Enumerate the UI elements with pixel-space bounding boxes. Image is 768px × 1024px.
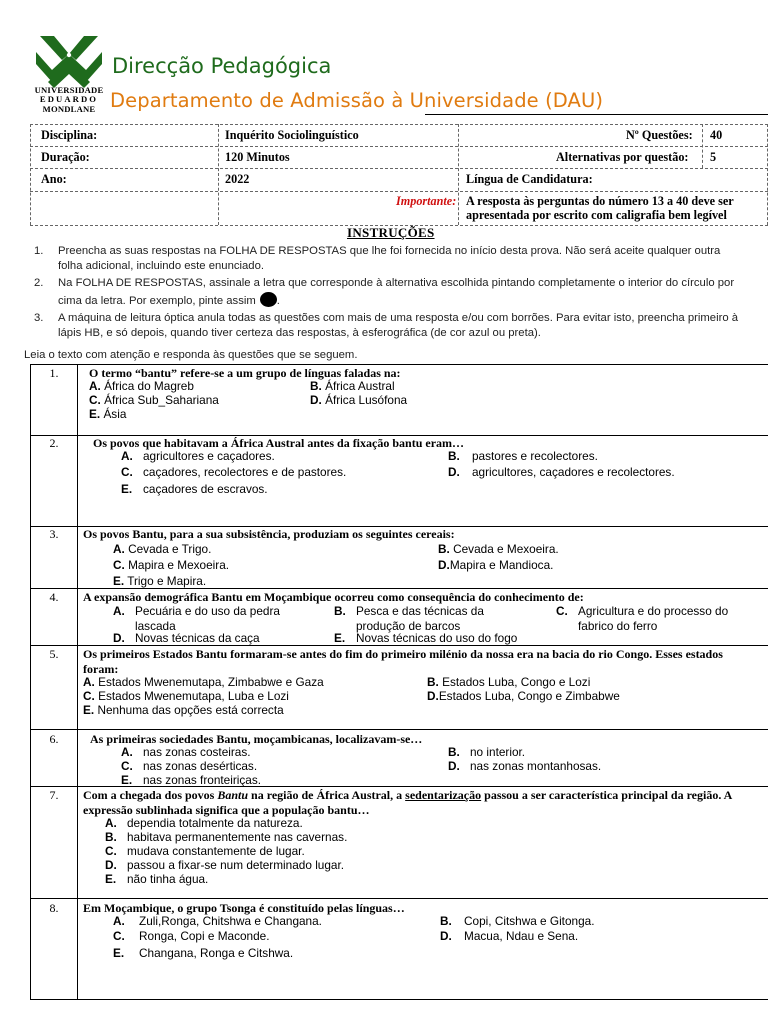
discipline-label: Disciplina: [41,128,98,142]
option-a: A. agricultores e caçadores. [121,449,275,463]
option-d: D. passou a fixar-se num determinado lugar. [105,858,345,872]
important-note: A resposta às perguntas do número 13 a 40 deve ser apresentada por escrito com caligrafia bem legível [466,194,734,222]
option-b: B. habitava permanentemente nas cavernas. [105,830,348,844]
discipline-value: Inquérito Sociolinguístico [225,128,359,142]
question-number: 1. [49,366,59,380]
option-e: E. caçadores de escravos. [121,482,268,496]
option-b: B. Estados Luba, Congo e Lozi [427,675,591,689]
header-divider [425,114,768,115]
question-number: 7. [49,788,59,802]
option-a: A. Estados Mwenemutapa, Zimbabwe e Gaza [83,675,324,689]
option-e: E. Trigo e Mapira. [113,574,207,588]
alternatives-label: Alternativas por questão: [556,150,689,164]
option-d: D. África Lusófona [310,393,408,407]
option-a: A. nas zonas costeiras. [121,745,251,759]
question-text: Os primeiros Estados Bantu formaram-se antes do fim do primeiro milénio da nossa era na bacia do rio Congo. Esses estados foram: [83,647,723,676]
instruction-item: 1. Preencha as suas respostas na FOLHA DE RESPOSTAS que lhe foi fornecida no início desta prova. Não será aceite qualquer outra folha adicional, incluindo este enunciado. [34,245,721,273]
option-d: D. Novas técnicas da caça [113,631,260,645]
instruction-item: 3. A máquina de leitura óptica anula todas as questões com mais de uma resposta e/ou com borrões. Para evitar isto, preencha primeiro à lápis HB, e só depois, quando tiver certeza das respostas, à esferográfica (de cor azul ou preta). [34,311,739,340]
option-d: D. nas zonas montanhosas. [448,759,602,773]
question-text: As primeiras sociedades Bantu, moçambicanas, localizavam-se… [90,732,423,746]
direction-title: Direcção Pedagógica [112,54,332,78]
option-a: A. Zuli,Ronga, Chitshwa e Changana. [113,914,322,928]
reading-instruction: Leia o texto com atenção e responda às questões que se seguem. [24,349,358,361]
question-text: O termo “bantu” refere-se a um grupo de línguas faladas na: [89,366,401,380]
instructions-list [34,244,746,341]
option-b: B. Cevada e Mexoeira. [438,542,559,556]
question-number: 4. [49,590,59,604]
option-b: B. Copi, Citshwa e Gitonga. [440,914,595,928]
questions-count-label: Nº Questões: [626,128,693,142]
question-text: Os povos Bantu, para a sua subsistência, produziam os seguintes cereais: [83,527,455,541]
question-number: 3. [49,527,59,541]
option-e: E. nas zonas fronteiriças. [121,773,262,787]
question-number: 5. [49,647,59,661]
questions-count-value: 40 [710,128,723,142]
option-a: A. dependia totalmente da natureza. [105,816,303,830]
option-a: A. Cevada e Trigo. [113,542,212,556]
option-c: C. Mapira e Mexoeira. [113,558,230,572]
option-e: E. Ásia [89,407,127,421]
option-e: E. Changana, Ronga e Citshwa. [113,946,294,960]
language-label: Língua de Candidatura: [466,172,593,186]
option-d: D. Macua, Ndau e Sena. [440,929,579,943]
option-c: C. nas zonas desérticas. [121,759,258,773]
option-d: D.Estados Luba, Congo e Zimbabwe [427,689,620,703]
option-d: D.Mapira e Mandioca. [438,558,554,572]
option-b: B. no interior. [448,745,526,759]
instruction-item: 2. Na FOLHA DE RESPOSTAS, assinale a letra que corresponde à alternativa escolhida pintando completamente o interior do círculo por cima da letra. Por exemplo, pinte assim . [34,277,735,307]
question-number: 2. [49,436,59,450]
question-text: Em Moçambique, o grupo Tsonga é constituído pelas línguas… [83,901,405,915]
option-b: B. pastores e recolectores. [448,449,598,463]
option-c: C. Ronga, Copi e Maconde. [113,929,270,943]
filled-circle-icon [260,292,277,307]
question-text: A expansão demográfica Bantu em Moçambique ocorreu como consequência do conhecimento de: [83,590,584,604]
option-e: E. não tinha água. [105,872,209,886]
option-e: E. Nenhuma das opções está correcta [83,703,284,717]
university-logo [34,34,104,88]
option-c: C. África Sub_Sahariana [89,393,219,407]
duration-value: 120 Minutos [225,150,290,164]
option-e: E. Novas técnicas do uso do fogo [334,631,518,645]
year-label: Ano: [41,172,67,186]
department-title: Departamento de Admissão à Universidade (DAU) [110,89,604,112]
question-text: Os povos que habitavam a África Austral antes da fixação bantu eram… [93,436,465,450]
option-c: C. Agricultura e do processo do fabrico do ferro [556,604,729,633]
duration-label: Duração: [41,150,90,164]
option-c: C. Estados Mwenemutapa, Luba e Lozi [83,689,289,703]
year-value: 2022 [225,172,250,186]
question-number: 6. [49,732,59,746]
question-text: Com a chegada dos povos Bantu na região de África Austral, a sedentarização passou a ser característica principal da região. A expressão sublinhada significa que a população bantu… [83,788,732,817]
option-a: A. África do Magreb [89,379,194,393]
important-label: Importante: [396,194,457,208]
option-b: B. Pesca e das técnicas da produção de barcos [334,604,484,633]
exam-info-table [30,124,768,226]
university-name: UNIVERSIDADE EDUARDO MONDLANE [34,85,104,114]
option-d: D. agricultores, caçadores e recolectores. [448,465,675,479]
instructions-title: INSTRUÇÕES [347,225,435,240]
option-b: B. África Austral [310,379,395,393]
alternatives-value: 5 [710,150,717,164]
option-c: C. mudava constantemente de lugar. [105,844,305,858]
option-a: A. Pecuária e do uso da pedra lascada [113,604,280,633]
option-c: C. caçadores, recolectores e de pastores. [121,465,347,479]
question-number: 8. [49,901,59,915]
